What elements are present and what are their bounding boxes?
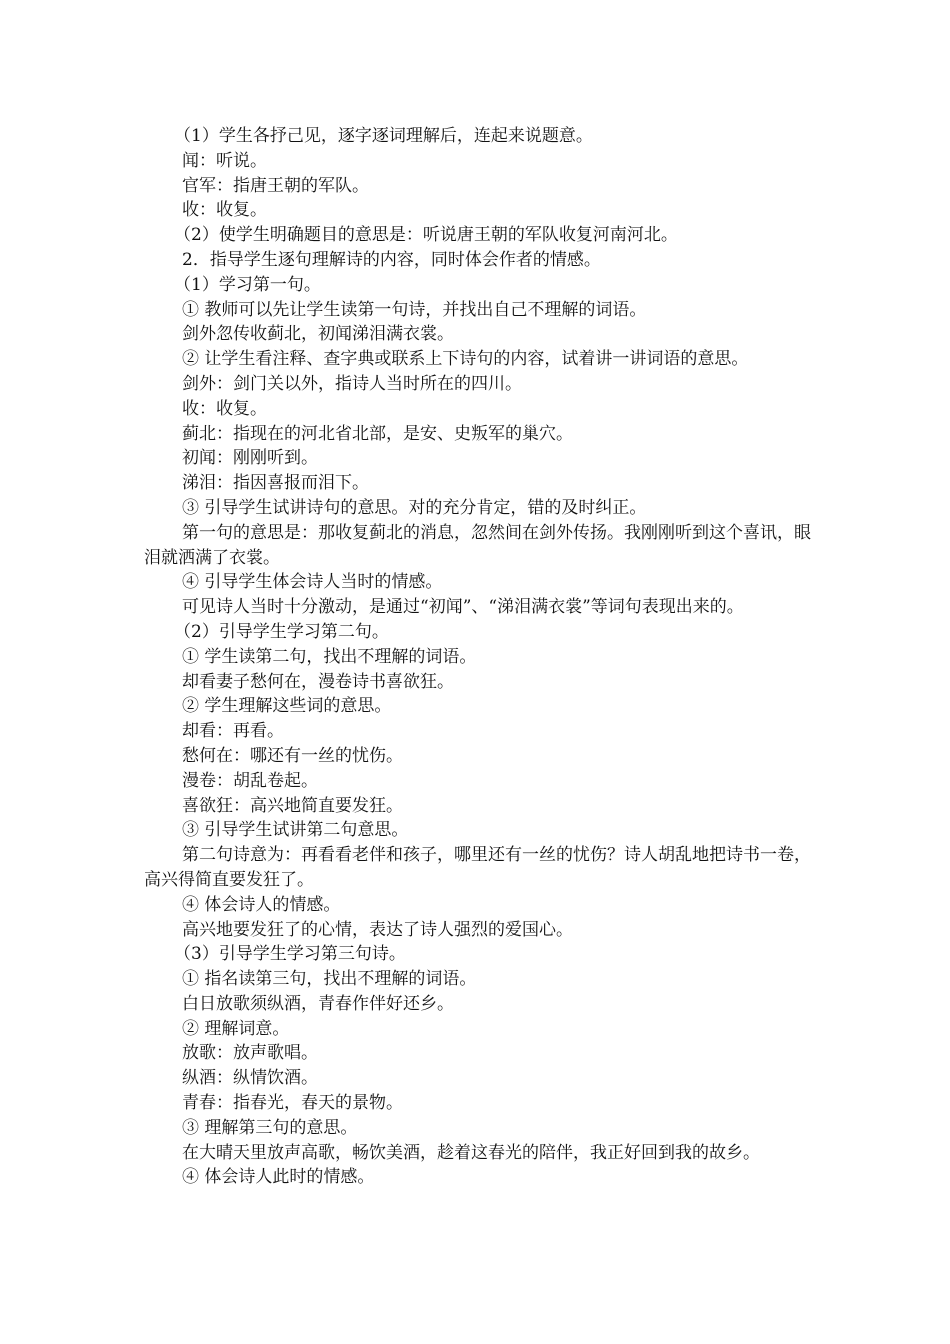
paragraph: ② 学生理解这些词的意思。 — [182, 696, 392, 717]
paragraph: ④ 体会诗人的情感。 — [182, 894, 341, 915]
paragraph: 愁何在：哪还有一丝的忧伤。 — [182, 745, 403, 766]
paragraph: 青春：指春光，春天的景物。 — [182, 1093, 403, 1114]
document-body — [144, 124, 812, 1190]
paragraph: ① 学生读第二句，找出不理解的词语。 — [182, 646, 477, 667]
paragraph: ② 让学生看注释、查字典或联系上下诗句的内容，试着讲一讲词语的意思。 — [182, 349, 749, 370]
paragraph: 漫卷：胡乱卷起。 — [182, 770, 318, 791]
paragraph: ④ 引导学生体会诗人当时的情感。 — [182, 572, 443, 593]
paragraph: 高兴地要发狂了的心情，表达了诗人强烈的爱国心。 — [182, 919, 573, 940]
paragraph: 白日放歌须纵酒，青春作伴好还乡。 — [182, 993, 454, 1014]
paragraph: （3）引导学生学习第三句诗。 — [174, 944, 406, 965]
paragraph: 却看妻子愁何在，漫卷诗书喜欲狂。 — [182, 671, 454, 692]
paragraph: ④ 体会诗人此时的情感。 — [182, 1167, 375, 1188]
paragraph: ③ 理解第三句的意思。 — [182, 1117, 358, 1138]
paragraph: 收：收复。 — [182, 398, 267, 419]
paragraph: ③ 引导学生试讲诗句的意思。对的充分肯定，错的及时纠正。 — [182, 497, 647, 518]
paragraph: 蓟北：指现在的河北省北部，是安、史叛军的巢穴。 — [182, 423, 573, 444]
paragraph: 却看：再看。 — [182, 721, 284, 742]
paragraph: 剑外忽传收蓟北，初闻涕泪满衣裳。 — [182, 324, 454, 345]
paragraph: ③ 引导学生试讲第二句意思。 — [182, 820, 409, 841]
paragraph: 在大晴天里放声高歌，畅饮美酒，趁着这春光的陪伴，我正好回到我的故乡。 — [182, 1142, 760, 1163]
paragraph: 喜欲狂：高兴地简直要发狂。 — [182, 795, 403, 816]
paragraph: （1）学习第一句。 — [174, 274, 321, 295]
paragraph: 放歌：放声歌唱。 — [182, 1043, 318, 1064]
paragraph: （2）使学生明确题目的意思是：听说唐王朝的军队收复河南河北。 — [174, 225, 678, 246]
paragraph: 收：收复。 — [182, 200, 267, 221]
paragraph: ① 指名读第三句，找出不理解的词语。 — [182, 969, 477, 990]
paragraph: 涕泪：指因喜报而泪下。 — [182, 473, 369, 494]
paragraph: 可见诗人当时十分激动，是通过“初闻”、“涕泪满衣裳”等词句表现出来的。 — [182, 597, 744, 618]
paragraph: 纵酒：纵情饮酒。 — [182, 1068, 318, 1089]
paragraph: 官军：指唐王朝的军队。 — [182, 175, 369, 196]
paragraph: 闻：听说。 — [182, 150, 267, 171]
paragraph: 初闻：刚刚听到。 — [182, 448, 318, 469]
paragraph: 2．指导学生逐句理解诗的内容，同时体会作者的情感。 — [182, 249, 601, 270]
paragraph: ② 理解词意。 — [182, 1018, 290, 1039]
paragraph: （2）引导学生学习第二句。 — [174, 621, 389, 642]
paragraph: 剑外：剑门关以外，指诗人当时所在的四川。 — [182, 373, 522, 394]
paragraph: ① 教师可以先让学生读第一句诗，并找出自己不理解的词语。 — [182, 299, 647, 320]
paragraph: （1）学生各抒己见，逐字逐词理解后，连起来说题意。 — [174, 126, 593, 146]
paragraph: 第二句诗意为：再看看老伴和孩子，哪里还有一丝的忧伤？诗人胡乱地把诗书一卷，高兴得简直要发狂了。 — [144, 845, 811, 890]
paragraph: 第一句的意思是：那收复蓟北的消息，忽然间在剑外传扬。我刚刚听到这个喜讯，眼泪就洒满了衣裳。 — [144, 522, 811, 568]
